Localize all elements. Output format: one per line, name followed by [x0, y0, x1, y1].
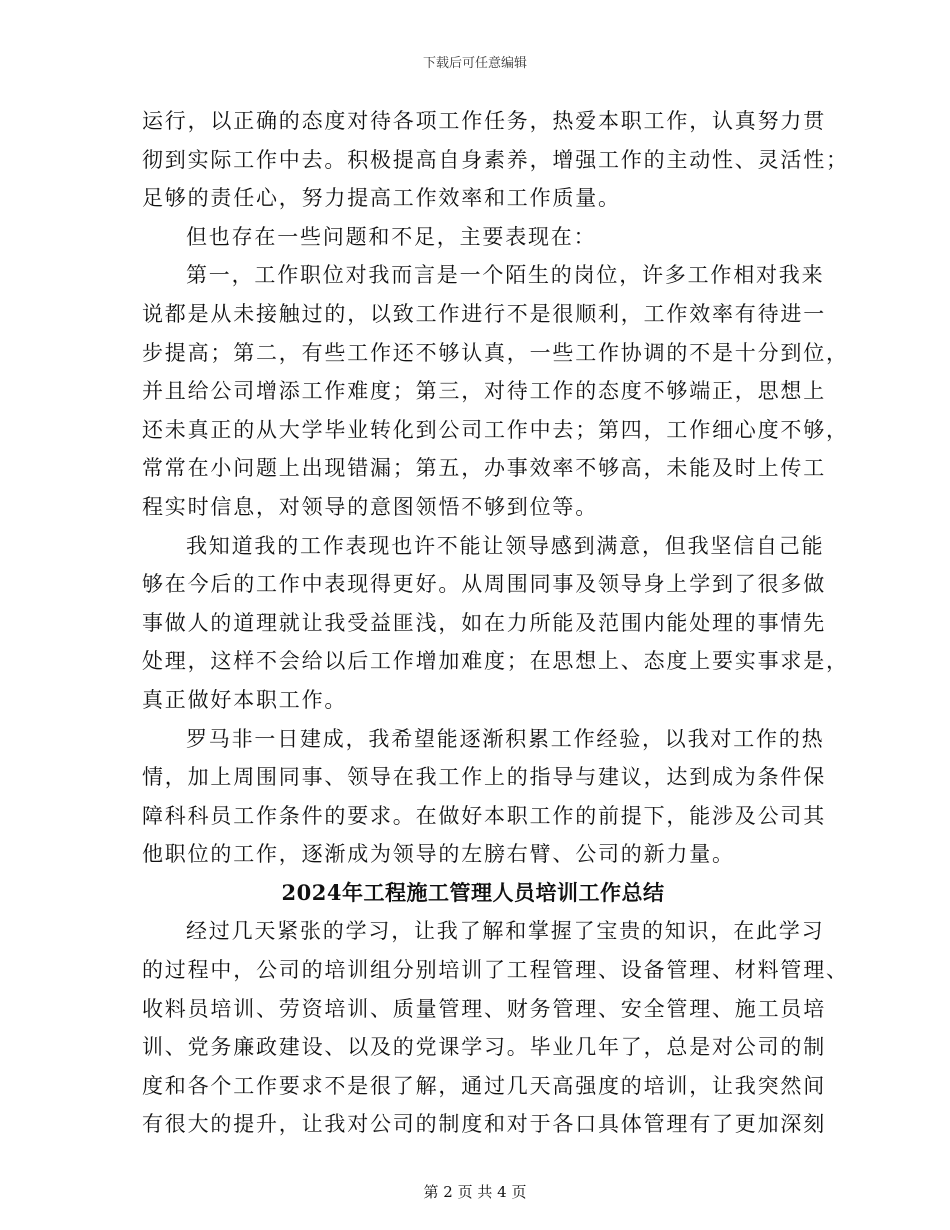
text-line: 足够的责任心，努力提高工作效率和工作质量。	[142, 186, 621, 211]
text-line: 运行，以正确的态度对待各项工作任务，热爱本职工作，认真努力贯	[142, 109, 826, 133]
text-line: 收料员培训、劳资培训、质量管理、财务管理、安全管理、施工员培	[142, 996, 826, 1021]
paragraph	[142, 256, 849, 526]
section-title: 2024年工程施工管理人员培训工作总结	[281, 879, 665, 905]
text-line: 事做人的道理就让我受益匪浅，如在力所能及范围内能处理的事情先	[142, 610, 826, 635]
text-line: 的过程中，公司的培训组分别培训了工程管理、设备管理、材料管理、	[142, 958, 849, 983]
paragraph	[142, 527, 849, 720]
page-footer: 第 2 页 共 4 页	[423, 1183, 527, 1201]
text-line: 障科科员工作条件的要求。在做好本职工作的前提下，能涉及公司其	[142, 803, 826, 828]
text-line: 并且给公司增添工作难度；第三，对待工作的态度不够端正，思想上	[142, 379, 826, 404]
text-line: 但也存在一些问题和不足，主要表现在：	[186, 224, 597, 249]
text-line: 够在今后的工作中表现得更好。从周围同事及领导身上学到了很多做	[142, 572, 826, 597]
text-line: 还未真正的从大学毕业转化到公司工作中去；第四，工作细心度不够，	[142, 417, 849, 442]
text-line: 说都是从未接触过的，以致工作进行不是很顺利，工作效率有待进一	[142, 301, 826, 326]
body-section-after	[142, 912, 849, 1144]
text-line: 经过几天紧张的学习，让我了解和掌握了宝贵的知识，在此学习	[186, 919, 825, 944]
paragraph	[142, 102, 849, 218]
text-line: 程实时信息，对领导的意图领悟不够到位等。	[142, 494, 598, 519]
text-line: 训、党务廉政建设、以及的党课学习。毕业几年了，总是对公司的制	[142, 1035, 826, 1060]
text-line: 彻到实际工作中去。积极提高自身素养，增强工作的主动性、灵活性；	[142, 147, 849, 172]
text-line: 真正做好本职工作。	[142, 687, 348, 712]
text-line: 常常在小问题上出现错漏；第五，办事效率不够高，未能及时上传工	[142, 456, 826, 481]
text-line: 有很大的提升，让我对公司的制度和对于各口具体管理有了更加深刻	[142, 1112, 826, 1137]
paragraph	[142, 720, 826, 874]
paragraph	[142, 218, 804, 257]
text-line: 我知道我的工作表现也许不能让领导感到满意，但我坚信自己能	[186, 533, 825, 558]
text-line: 他职位的工作，逐渐成为领导的左膀右臂、公司的新力量。	[142, 842, 735, 867]
paragraph	[142, 912, 849, 1144]
text-line: 情，加上周围同事、领导在我工作上的指导与建议，达到成为条件保	[142, 765, 826, 790]
text-line: 处理，这样不会给以后工作增加难度；在思想上、态度上要实事求是，	[142, 649, 849, 674]
page-header: 下载后可任意编辑	[422, 56, 527, 71]
text-line: 步提高；第二，有些工作还不够认真，一些工作协调的不是十分到位，	[142, 340, 849, 365]
text-line: 第一，工作职位对我而言是一个陌生的岗位，许多工作相对我来	[186, 263, 825, 288]
document-body	[142, 102, 849, 1144]
body-section-before	[142, 102, 849, 874]
text-line: 罗马非一日建成，我希望能逐渐积累工作经验，以我对工作的热	[186, 726, 825, 751]
text-line: 度和各个工作要求不是很了解，通过几天高强度的培训，让我突然间	[142, 1073, 826, 1098]
